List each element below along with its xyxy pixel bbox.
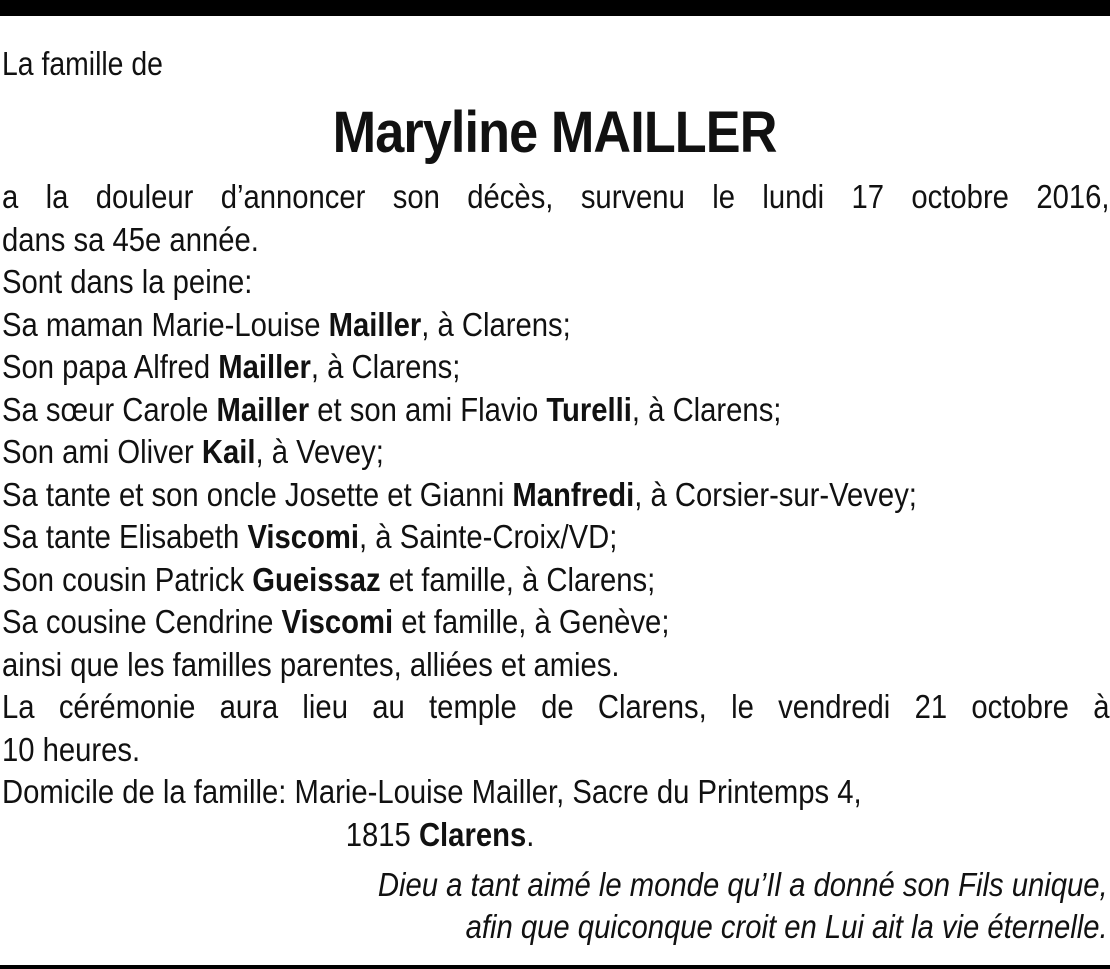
mourner-line: Son ami Oliver Kail, à Vevey; [2, 433, 384, 470]
bottom-rule [0, 965, 1110, 969]
mourner-line: Sa tante Elisabeth Viscomi, à Sainte-Croix/VD; [2, 518, 618, 555]
ceremony-line-1: La cérémonie aura lieu au temple de Clarens, le vendredi 21 octobre à [2, 688, 1110, 725]
announcement-line-2: dans sa 45e année. [2, 220, 259, 258]
top-rule [0, 0, 1110, 16]
domicile-line-1: Domicile de la famille: Marie-Louise Mailler, Sacre du Printemps 4, [2, 773, 862, 810]
mourners-heading: Sont dans la peine: [2, 263, 253, 300]
relatives-line: ainsi que les familles parentes, alliées et amies. [2, 645, 620, 683]
mourner-line: Sa cousine Cendrine Viscomi et famille, à Genève; [2, 603, 670, 640]
verse-line-1: Dieu a tant aimé le monde qu’Il a donné son Fils unique, [378, 866, 1108, 903]
domicile-city: Clarens [418, 815, 527, 853]
deceased-name-text: Maryline MAILLER [333, 100, 777, 165]
mourner-line: Son papa Alfred Mailler, à Clarens; [2, 348, 461, 385]
announcement-line-1: a la douleur d’annoncer son décès, survenu le lundi 17 octobre 2016, [2, 178, 1110, 215]
notice-body [2, 176, 1110, 856]
mourner-line: Sa sœur Carole Mailler et son ami Flavio Turelli, à Clarens; [2, 390, 782, 428]
ceremony-line-2: 10 heures. [2, 730, 141, 768]
deceased-name [0, 98, 1110, 168]
mourner-line: Sa maman Marie-Louise Mailler, à Clarens; [2, 305, 571, 343]
verse-line-2: afin que quiconque croit en Lui ait la vie éternelle. [465, 908, 1108, 945]
mourner-line: Son cousin Patrick Gueissaz et famille, à Clarens; [2, 560, 656, 598]
mourner-line: Sa tante et son oncle Josette et Gianni Manfredi, à Corsier-sur-Vevey; [2, 475, 917, 513]
domicile-line-2: 1815 Clarens. [345, 815, 535, 853]
bible-verse [378, 864, 1108, 948]
intro-text: La famille de [2, 45, 163, 82]
